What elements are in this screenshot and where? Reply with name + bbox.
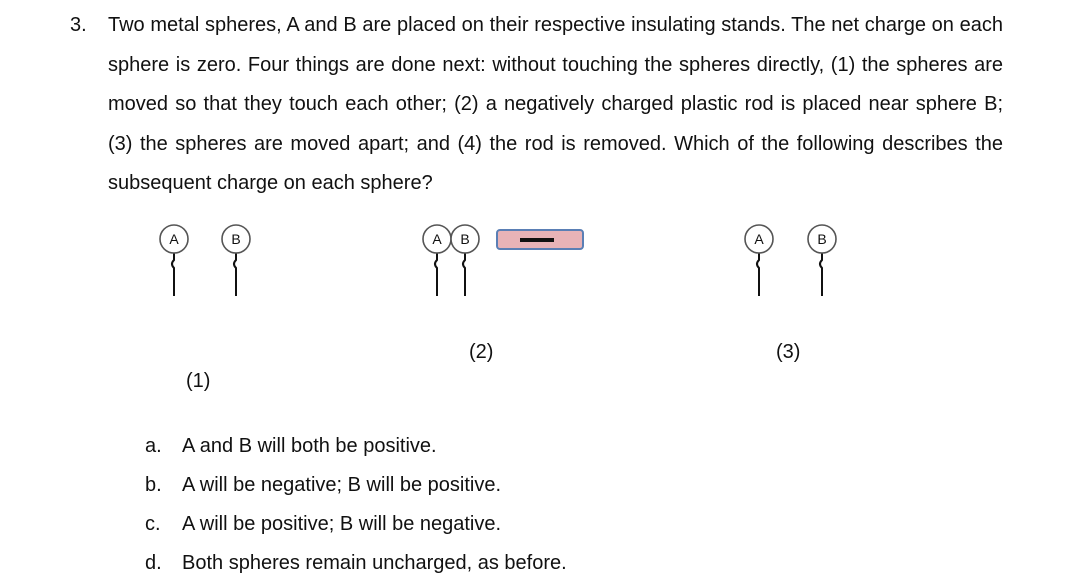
- step1-sphere-b: [222, 225, 250, 296]
- answer-choices: [145, 427, 845, 583]
- step2-sphere-b: [451, 225, 479, 296]
- question-text: Two metal spheres, A and B are placed on their respective insulating stands. The net charge on each sphere is zero. Four things are done next: without touching the spheres directly, (1) the spheres are moved so that they touch each other; (2) a negatively charged plastic rod is placed near sphere B; (3) the spheres are moved apart; and (4) the rod is removed. Which of the following describes the subsequent charge on each sphere?: [108, 14, 1003, 194]
- choice-d-text: Both spheres remain uncharged, as before.: [182, 552, 567, 574]
- step2-sphere-a: [423, 225, 451, 296]
- choice-c[interactable]: [145, 505, 845, 544]
- step3-sphere-a-label: A: [754, 231, 764, 247]
- question-number: 3.: [70, 14, 87, 36]
- step1-sphere-b-label: B: [231, 231, 241, 247]
- choice-c-text: A will be positive; B will be negative.: [182, 513, 502, 535]
- choice-a[interactable]: [145, 427, 845, 466]
- step2-sphere-a-label: A: [432, 231, 442, 247]
- step3-sphere-b: [808, 225, 836, 296]
- choice-b-letter: b.: [145, 474, 162, 496]
- choice-b-text: A will be negative; B will be positive.: [182, 474, 502, 496]
- choice-d[interactable]: [145, 544, 845, 583]
- step3-sphere-b-label: B: [817, 231, 827, 247]
- charged-rod: [497, 230, 583, 249]
- step2-sphere-b-label: B: [460, 231, 470, 247]
- choice-d-letter: d.: [145, 552, 162, 574]
- step1-sphere-a-label: A: [169, 231, 179, 247]
- rod-minus-sign: [520, 238, 554, 242]
- step-3-label: (3): [776, 341, 801, 363]
- choice-b[interactable]: [145, 466, 845, 505]
- choice-a-text: A and B will both be positive.: [182, 435, 437, 457]
- step-1-label: (1): [186, 370, 211, 392]
- step1-sphere-a: [160, 225, 188, 296]
- step-2-label: (2): [469, 341, 494, 363]
- choice-a-letter: a.: [145, 435, 162, 457]
- step3-sphere-a: [745, 225, 773, 296]
- choice-c-letter: c.: [145, 513, 161, 535]
